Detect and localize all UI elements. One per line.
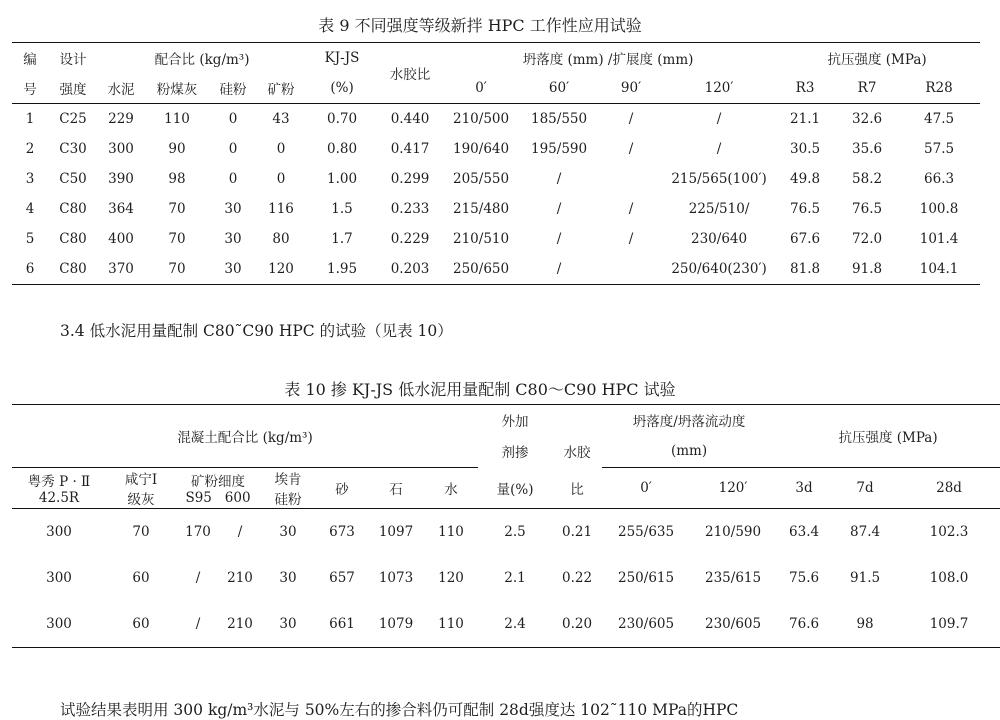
t9-cell-r7: 72.0 (852, 231, 883, 247)
t9-cell-wb: 0.417 (390, 141, 430, 157)
table-row (12, 104, 980, 135)
t9-cell-grade: C80 (59, 201, 87, 217)
header-s90: 90′ (598, 73, 664, 104)
t10-cell-d3: 75.6 (789, 570, 820, 586)
t9-cell-r28: 104.1 (919, 261, 959, 277)
header10-d3: 3d (776, 468, 832, 509)
header10-cement-line-2: 42.5R (38, 490, 80, 506)
t9-cell-silica: 0 (228, 171, 238, 187)
header10-slump: 坍落度/坍落流动度 (632, 414, 746, 430)
t10-cell-s120: 235/615 (705, 570, 762, 586)
header10-cement-line-1: 粤秀 P · Ⅱ (27, 474, 91, 490)
t10-cell-flyash: 60 (132, 616, 150, 632)
header-slag: 矿粉 (256, 73, 306, 104)
table-row (12, 224, 980, 254)
t10-cell-wb: 0.21 (562, 524, 593, 540)
t9-cell-s0: 250/650 (453, 261, 510, 277)
t10-cell-stone: 1073 (378, 570, 414, 586)
t9-cell-r3: 30.5 (790, 141, 821, 157)
t10-cell-sand: 661 (329, 616, 355, 632)
t9-cell-wb: 0.299 (390, 171, 430, 187)
t10-cell-d3: 63.4 (789, 524, 820, 540)
t10-cell-s0: 255/635 (618, 524, 675, 540)
t9-cell-r3: 76.5 (790, 201, 821, 217)
header10-cement (12, 468, 106, 509)
t9-cell-s120: / (716, 141, 722, 157)
table9 (12, 42, 980, 285)
header10-strength: 抗压强度 (MPa) (776, 405, 1000, 468)
header-s60: 60′ (520, 73, 598, 104)
t9-cell-kj: 1.00 (327, 171, 358, 187)
t9-cell-flyash: 110 (164, 111, 190, 127)
t10-cell-d7: 98 (856, 616, 874, 632)
t9-cell-silica: 30 (224, 201, 242, 217)
header-grade: 设计 (59, 52, 87, 68)
t9-cell-cement: 390 (108, 171, 134, 187)
t9-cell-no: 4 (25, 201, 35, 217)
header-flyash: 粉煤灰 (144, 73, 210, 104)
header10-flyash-line-2: 级灰 (127, 492, 155, 508)
table9-caption: 表 9 不同强度等级新拌 HPC 工作性应用试验 (318, 16, 642, 35)
t10-cell-admix: 2.4 (504, 616, 526, 632)
t9-cell-s90: / (628, 111, 634, 127)
t10-cell-s600: / (237, 524, 243, 540)
t10-cell-cement: 300 (46, 570, 72, 586)
table10-header-row-3 (12, 468, 1000, 509)
section-heading: 3.4 低水泥用量配制 C80˜C90 HPC 的试验（见表 10） (60, 322, 453, 340)
t9-cell-r7: 58.2 (852, 171, 883, 187)
t9-cell-s60: / (556, 261, 562, 277)
t9-cell-s90 (598, 254, 664, 285)
table10-body (12, 509, 1000, 648)
t10-cell-water: 120 (438, 570, 464, 586)
t10-cell-sand: 657 (329, 570, 355, 586)
t9-cell-silica: 0 (228, 111, 238, 127)
t10-cell-silica: 30 (279, 524, 297, 540)
t10-cell-s95: / (195, 570, 201, 586)
t10-cell-d28: 108.0 (929, 570, 969, 586)
t9-cell-no: 2 (25, 141, 35, 157)
conclusion-text: 试验结果表明用 300 kg/m³水泥与 50%左右的掺合料仍可配制 28d强度达 102˜110 MPa的HPC (60, 701, 739, 719)
t9-cell-slag: 43 (272, 111, 290, 127)
header-s0: 0′ (442, 73, 520, 104)
header-strength: 抗压强度 (MPa) (827, 52, 927, 68)
t9-cell-grade: C50 (59, 171, 87, 187)
header10-d7: 7d (832, 468, 898, 509)
header10-s0: 0′ (602, 468, 690, 509)
t10-cell-s120: 230/605 (705, 616, 762, 632)
t9-cell-s90: / (628, 141, 634, 157)
header-no-2: 号 (12, 73, 48, 104)
t10-cell-d28: 109.7 (929, 616, 969, 632)
t9-cell-r7: 35.6 (852, 141, 883, 157)
t9-cell-no: 1 (25, 111, 35, 127)
header10-silica-line-1: 埃肯 (274, 472, 302, 488)
t9-cell-wb: 0.440 (390, 111, 430, 127)
header-wb: 水胶比 (378, 43, 442, 104)
header-no: 编 (23, 52, 37, 68)
t9-cell-grade: C30 (59, 141, 87, 157)
header10-slag-grades (176, 490, 260, 506)
header10-slag-600: 600 (224, 490, 251, 506)
t9-cell-r28: 100.8 (919, 201, 959, 217)
t9-cell-s120: 230/640 (691, 231, 748, 247)
header10-silica-line-2: 硅粉 (274, 492, 302, 508)
header10-slump-unit: (mm) (602, 435, 776, 468)
table-row (12, 194, 980, 224)
t9-cell-s0: 210/500 (453, 111, 510, 127)
header10-d28: 28d (898, 468, 1000, 509)
t9-cell-slag: 0 (276, 141, 286, 157)
header-s120: 120′ (664, 73, 774, 104)
t9-cell-s120: 250/640(230′) (671, 261, 767, 277)
table9-header-row-1 (12, 43, 980, 74)
table10-header-row-1 (12, 405, 1000, 436)
table-row (12, 254, 980, 285)
header10-sand: 砂 (316, 468, 368, 509)
t10-cell-s120: 210/590 (705, 524, 762, 540)
header-silica: 硅粉 (210, 73, 256, 104)
t9-cell-s90: / (628, 201, 634, 217)
t9-cell-wb: 0.203 (390, 261, 430, 277)
t10-cell-d3: 76.6 (789, 616, 820, 632)
table10-caption: 表 10 掺 KJ-JS 低水泥用量配制 C80～C90 HPC 试验 (284, 380, 676, 399)
t10-cell-water: 110 (438, 524, 464, 540)
t10-cell-s95: / (195, 616, 201, 632)
table-row (12, 601, 1000, 648)
t9-cell-s120: 225/510/ (688, 201, 750, 217)
t9-cell-r3: 81.8 (790, 261, 821, 277)
t9-cell-r28: 57.5 (924, 141, 955, 157)
header10-flyash-line-1: 咸宁Ⅰ (124, 472, 158, 488)
t9-cell-s0: 215/480 (453, 201, 510, 217)
t9-cell-s120: 215/565(100′) (671, 171, 767, 187)
t9-cell-wb: 0.233 (390, 201, 430, 217)
table10 (12, 404, 1000, 648)
t9-cell-slag: 116 (268, 201, 294, 217)
t10-cell-d7: 87.4 (850, 524, 881, 540)
t9-cell-cement: 300 (108, 141, 134, 157)
t9-cell-slag: 0 (276, 171, 286, 187)
t9-cell-s60: / (556, 171, 562, 187)
t9-cell-flyash: 98 (168, 171, 186, 187)
t9-cell-s60: 185/550 (531, 111, 588, 127)
t10-cell-stone: 1079 (378, 616, 414, 632)
header10-admix-2: 剂掺 (501, 445, 529, 462)
header10-stone: 石 (368, 468, 424, 509)
t9-cell-r7: 76.5 (852, 201, 883, 217)
t10-cell-d7: 91.5 (850, 570, 881, 586)
t10-cell-sand: 673 (329, 524, 355, 540)
t9-cell-wb: 0.229 (390, 231, 430, 247)
header10-admix-3: 量(%) (478, 468, 552, 509)
t10-cell-s0: 230/605 (618, 616, 675, 632)
t9-cell-kj: 1.95 (327, 261, 358, 277)
t9-cell-flyash: 70 (168, 231, 186, 247)
header10-water: 水 (424, 468, 478, 509)
t9-cell-cement: 364 (108, 201, 134, 217)
t9-cell-s60: / (556, 231, 562, 247)
header-kj-2: (%) (306, 73, 378, 104)
t9-cell-cement: 229 (108, 111, 134, 127)
t9-cell-r7: 91.8 (852, 261, 883, 277)
table9-header-row-2 (12, 73, 980, 104)
header10-slag (176, 468, 260, 509)
header-r7: R7 (836, 73, 898, 104)
t10-cell-s600: 210 (227, 616, 253, 632)
t10-cell-admix: 2.1 (504, 570, 526, 586)
t9-cell-s60: / (556, 201, 562, 217)
table-row (12, 555, 1000, 601)
header-grade-2: 强度 (48, 73, 98, 104)
header10-slag-title: 矿粉细度 (191, 474, 245, 490)
t9-cell-s0: 210/510 (453, 231, 510, 247)
header10-mix: 混凝土配合比 (kg/m³) (12, 405, 478, 468)
t9-cell-flyash: 70 (168, 201, 186, 217)
t9-cell-r7: 32.6 (852, 111, 883, 127)
t9-cell-r28: 101.4 (919, 231, 959, 247)
t9-cell-kj: 0.80 (327, 141, 358, 157)
header10-wb: 水胶 (563, 445, 591, 462)
t9-cell-s90 (598, 164, 664, 194)
t9-cell-no: 6 (25, 261, 35, 277)
t9-cell-slag: 80 (272, 231, 290, 247)
header-r28: R28 (898, 73, 980, 104)
t9-cell-grade: C80 (59, 231, 87, 247)
header10-wb-2: 比 (552, 468, 602, 509)
t10-cell-s0: 250/615 (618, 570, 675, 586)
t10-cell-wb: 0.20 (562, 616, 593, 632)
header-r3: R3 (774, 73, 836, 104)
t9-cell-kj: 1.7 (331, 231, 353, 247)
t9-cell-s90: / (628, 231, 634, 247)
t9-cell-s0: 190/640 (453, 141, 510, 157)
t10-cell-admix: 2.5 (504, 524, 526, 540)
t9-cell-kj: 0.70 (327, 111, 358, 127)
t9-cell-r3: 49.8 (790, 171, 821, 187)
t9-cell-cement: 400 (108, 231, 134, 247)
header-cement: 水泥 (98, 73, 144, 104)
t10-cell-d28: 102.3 (929, 524, 969, 540)
t9-cell-flyash: 70 (168, 261, 186, 277)
t10-cell-water: 110 (438, 616, 464, 632)
header10-slag-s95: S95 (185, 490, 212, 506)
t10-cell-silica: 30 (279, 616, 297, 632)
header-mix: 配合比 (kg/m³) (154, 52, 250, 68)
table9-body (12, 104, 980, 285)
header-kj: KJ-JS (324, 50, 360, 66)
t9-cell-no: 3 (25, 171, 35, 187)
t9-cell-grade: C80 (59, 261, 87, 277)
table-row (12, 134, 980, 164)
t9-cell-slag: 120 (268, 261, 294, 277)
t10-cell-cement: 300 (46, 616, 72, 632)
t10-cell-cement: 300 (46, 524, 72, 540)
t9-cell-r28: 66.3 (924, 171, 955, 187)
t9-cell-r3: 67.6 (790, 231, 821, 247)
t9-cell-grade: C25 (59, 111, 87, 127)
header10-silica (260, 468, 316, 509)
t9-cell-s120: / (716, 111, 722, 127)
t9-cell-silica: 30 (224, 261, 242, 277)
table-row (12, 164, 980, 194)
t9-cell-cement: 370 (108, 261, 134, 277)
t9-cell-r28: 47.5 (924, 111, 955, 127)
t10-cell-flyash: 60 (132, 570, 150, 586)
header10-admix: 外加 (501, 414, 529, 430)
t9-cell-r3: 21.1 (790, 111, 821, 127)
table-row (12, 509, 1000, 556)
t10-cell-s600: 210 (227, 570, 253, 586)
t9-cell-silica: 0 (228, 141, 238, 157)
t9-cell-s60: 195/590 (531, 141, 588, 157)
header-slump: 坍落度 (mm) /扩展度 (mm) (522, 52, 694, 68)
t9-cell-kj: 1.5 (331, 201, 353, 217)
t10-cell-wb: 0.22 (562, 570, 593, 586)
t10-cell-stone: 1097 (378, 524, 414, 540)
t10-cell-s95: 170 (185, 524, 211, 540)
t9-cell-flyash: 90 (168, 141, 186, 157)
t10-cell-flyash: 70 (132, 524, 150, 540)
t10-cell-silica: 30 (279, 570, 297, 586)
t9-cell-no: 5 (25, 231, 35, 247)
header10-s120: 120′ (690, 468, 776, 509)
t9-cell-s0: 205/550 (453, 171, 510, 187)
header10-flyash (106, 468, 176, 509)
t9-cell-silica: 30 (224, 231, 242, 247)
